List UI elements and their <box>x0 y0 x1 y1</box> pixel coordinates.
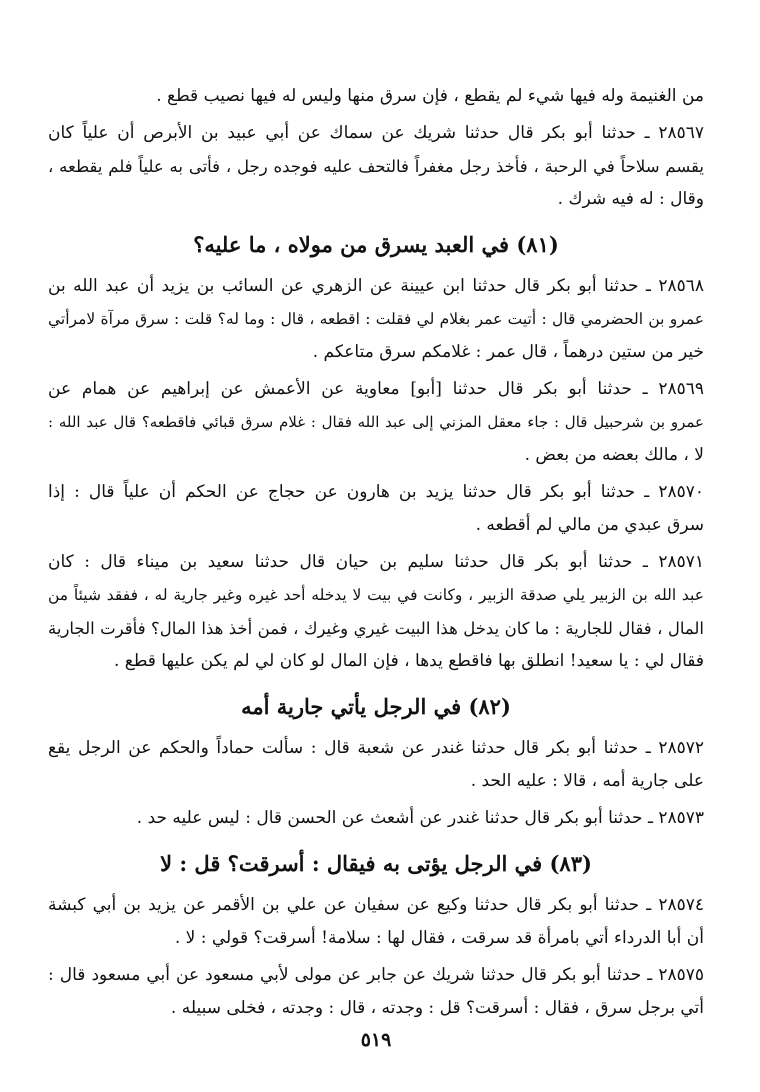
text-line: على جارية أمه ، قالا : عليه الحد . <box>470 771 704 791</box>
paragraph <box>48 732 704 798</box>
text-line: أتي برجل سرق ، فقال : أسرقت؟ قل : وجدته ، قال : وجدته ، فخلى سبيله . <box>170 998 704 1018</box>
text-line: سرق عبدي من مالي لم أقطعه . <box>475 515 704 535</box>
text-line: عمرو بن الحضرمي قال : أتيت عمر بغلام لي فقلت : اقطعه ، قال : وما له؟ قلت : سرق مرآة لامرأتي <box>48 310 704 328</box>
text-line: ٢٨٥٧٣ ـ حدثنا أبو بكر قال حدثنا غندر عن أشعث عن الحسن قال : ليس عليه حد . <box>136 808 704 828</box>
text-line: من الغنيمة وله فيها شيء لم يقطع ، فإن سرق منها وليس له فيها نصيب قطع . <box>156 86 704 106</box>
text-line: أن أبا الدرداء أتي بامرأة قد سرقت ، فقال لها : سلامة! أسرقت؟ قولي : لا . <box>174 928 704 948</box>
paragraph <box>48 959 704 1025</box>
text-line: عبد الله بن الزبير يلي صدقة الزبير ، وكانت في بيت لا يدخله أحد غيره وغير جارية له ، ففقد شيئاً من <box>48 586 704 604</box>
text-line: ٢٨٥٦٩ ـ حدثنا أبو بكر قال حدثنا [أبو] معاوية عن الأعمش عن إبراهيم عن همام عن <box>48 379 704 399</box>
paragraph <box>48 476 704 542</box>
section-heading: (٨٢) في الرجل يأتي جارية أمه <box>241 694 511 719</box>
text-line: فقال لي : يا سعيد! انطلق بها فاقطع يدها ، فإن المال لو كان لي لم يكن عليها قطع . <box>113 651 704 671</box>
text-line: ٢٨٥٧٢ ـ حدثنا أبو بكر قال حدثنا غندر عن شعبة قال : سألت حماداً والحكم عن الرجل يقع <box>48 738 704 758</box>
text-line: وقال : له فيه شرك . <box>557 189 704 209</box>
text-line: خير من ستين درهماً ، قال عمر : غلامكم سرق متاعكم . <box>312 342 704 362</box>
paragraph <box>48 373 704 472</box>
text-line: ٢٨٥٦٧ ـ حدثنا أبو بكر قال حدثنا شريك عن سماك عن أبي عبيد بن الأبرص أن علياً كان <box>48 123 704 143</box>
paragraph <box>48 270 704 369</box>
section-heading: (٨١) في العبد يسرق من مولاه ، ما عليه؟ <box>193 232 559 257</box>
text-line: المال ، فقال للجارية : ما كان يدخل هذا البيت غيري وغيرك ، فمن أخذ هذا المال؟ فأقرت الجارية <box>48 619 704 638</box>
text-line: ٢٨٥٧١ ـ حدثنا أبو بكر قال حدثنا سليم بن حيان قال حدثنا سعيد بن ميناء قال : كان <box>48 552 704 572</box>
paragraph <box>48 889 704 955</box>
text-line: ٢٨٥٧٥ ـ حدثنا أبو بكر قال حدثنا شريك عن جابر عن مولى لأبي مسعود عن أبي مسعود قال : <box>48 965 704 985</box>
text-line: ٢٨٥٦٨ ـ حدثنا أبو بكر قال حدثنا ابن عيينة عن الزهري عن السائب بن يزيد أن عبد الله بن <box>48 276 704 296</box>
text-line: ٢٨٥٧٠ ـ حدثنا أبو بكر قال حدثنا يزيد بن هارون عن حجاج عن الحكم أن علياً قال : إذا <box>48 482 704 502</box>
section-heading: (٨٣) في الرجل يؤتى به فيقال : أسرقت؟ قل : لا <box>160 851 592 876</box>
text-line: يقسم سلاحاً في الرحبة ، فأخذ رجل مغفراً فالتحف عليه فوجده رجل ، فأتى به علياً فلم يقطعه ، <box>48 157 704 176</box>
page-number: ٥١٩ <box>360 1029 392 1051</box>
text-line: ٢٨٥٧٤ ـ حدثنا أبو بكر قال حدثنا وكيع عن سفيان عن علي بن الأقمر عن يزيد بن أبي كبشة <box>48 895 704 915</box>
paragraph <box>48 546 704 678</box>
text-line: لا ، مالك بعضه من بعض . <box>524 445 704 465</box>
paragraph <box>48 802 704 835</box>
page-body <box>48 80 704 1025</box>
paragraph <box>48 117 704 216</box>
paragraph <box>48 80 704 113</box>
text-line: عمرو بن شرحبيل قال : جاء معقل المزني إلى عبد الله فقال : غلام سرق قبائي فاقطعه؟ قال عبد الله : <box>48 413 704 431</box>
